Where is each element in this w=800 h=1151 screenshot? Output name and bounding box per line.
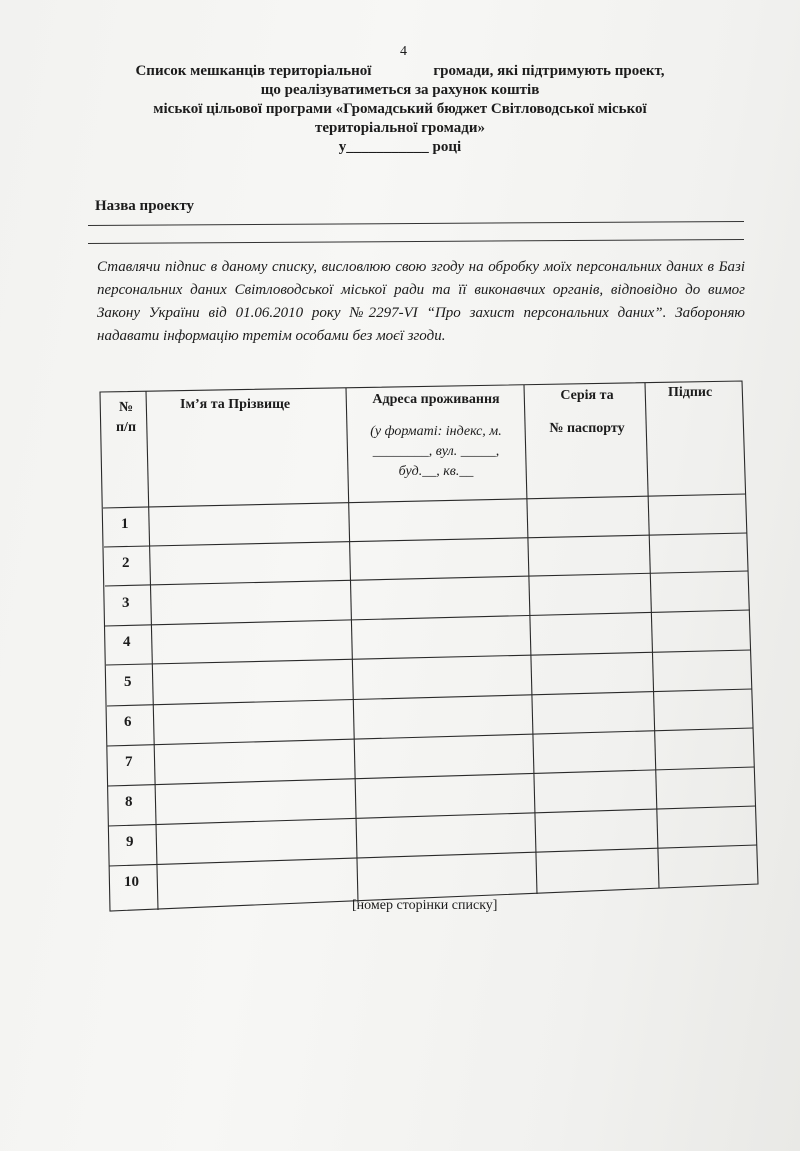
table-row-line-0 [103,494,746,508]
title-line-2: що реалізуватиметься за рахунок коштів [260,82,540,98]
row-number-6: 6 [124,714,132,730]
table-row-line-4 [106,650,751,665]
table-row-line-1 [104,533,747,547]
table-col-line-1 [146,391,158,910]
row-number-8: 8 [125,794,133,810]
table-row-line-9 [109,845,757,866]
project-name-label: Назва проекту [95,198,195,214]
title-line-1: Список мешканців територіальної громади, які підтримують проект, [135,63,665,79]
table-col-line-3 [524,385,537,894]
row-number-4: 4 [123,634,131,650]
row-number-1: 1 [121,516,129,532]
header-address: Адреса проживання (у форматі: індекс, м. ________, вул. _____, буд.__, кв.__ [370,392,502,479]
row-number-9: 9 [126,834,134,850]
row-number-2: 2 [122,555,130,571]
table-row-line-3 [105,610,750,626]
header-signature: Підпис [668,385,713,400]
header-number: № п/п [115,400,137,435]
page-number: 4 [400,44,407,59]
row-number-5: 5 [124,674,132,690]
header-name: Ім’я та Прізвище [180,397,291,412]
list-page-number-caption: [номер сторінки списку] [352,898,498,913]
table-row-line-2 [105,571,748,586]
header-passport: Серія та № паспорту [549,388,625,436]
title-line-3: міської цільової програми «Громадський бюджет Світловодської міської [153,101,647,117]
table-col-line-4 [645,383,659,888]
table-row-line-6 [107,728,753,746]
table-row-line-8 [108,806,756,826]
title-line-5: у___________ році [338,139,462,155]
consent-text: Ставлячи підпис в даному списку, висловлюю свою згоду на обробку моїх персональних даних в Базі персональних даних Світловодської міської ради та її виконавчих органів, відповідно до вимог Закону України від 01.06.2010 року №2297-VI “Про захист персональних даних”. Забороняю надавати інформацію третім особами без моєї згоди. [97,259,745,344]
title-line-4: територіальної громади» [315,120,485,136]
row-number-10: 10 [124,874,139,890]
row-number-7: 7 [125,754,133,770]
row-number-3: 3 [122,595,130,611]
table-row-line-7 [108,767,754,786]
table-row-line-5 [107,689,752,706]
